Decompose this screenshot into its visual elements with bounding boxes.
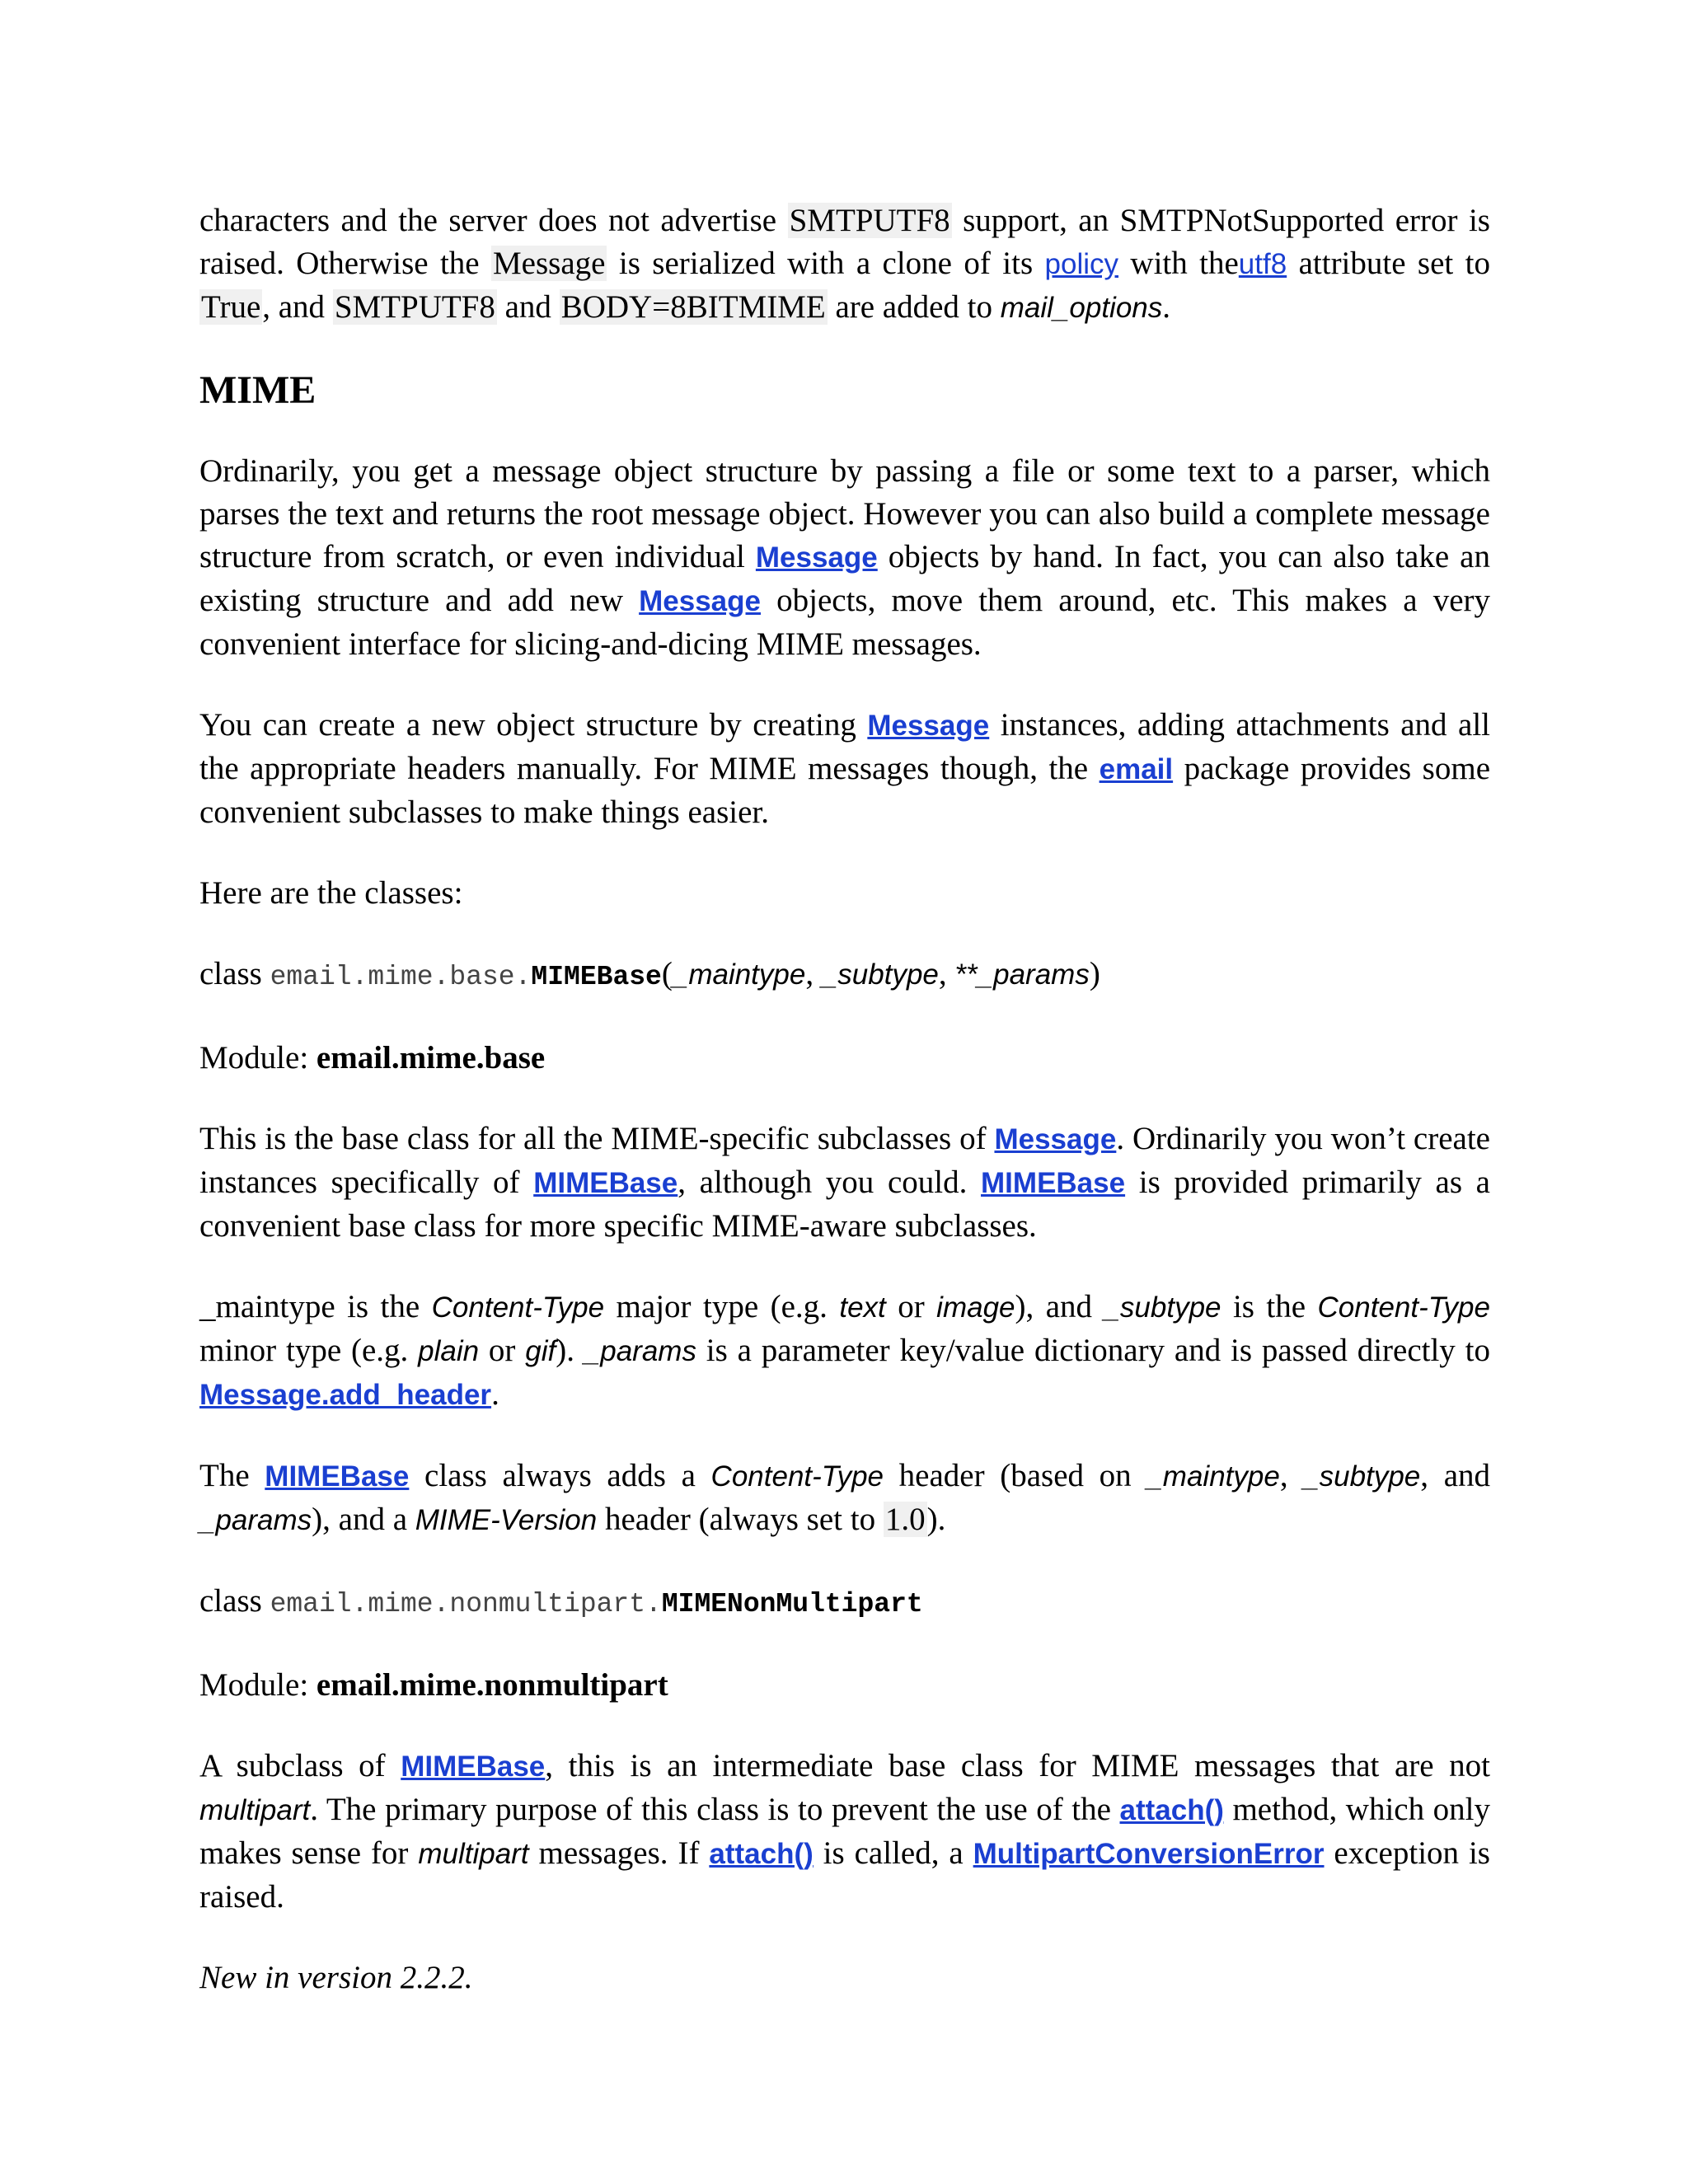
mimebase-link[interactable]: MIMEBase	[265, 1460, 410, 1493]
email-link[interactable]: email	[1099, 753, 1174, 785]
term: Content-Type	[710, 1460, 884, 1493]
text: .	[491, 1376, 499, 1412]
text: .	[1162, 289, 1171, 325]
class-signature-nonmultipart	[199, 1580, 1490, 1626]
inline-code: BODY=8BITMIME	[560, 289, 826, 325]
text: A subclass of	[199, 1748, 401, 1783]
text: is a parameter key/value dictionary and is passed directly to	[696, 1333, 1490, 1368]
term: multipart	[199, 1794, 311, 1826]
term: Content-Type	[1317, 1291, 1490, 1324]
module-line-nonmultipart	[199, 1664, 1490, 1707]
module-line-base	[199, 1037, 1490, 1080]
text: class always adds a	[409, 1458, 711, 1493]
text: _maintype is the	[199, 1289, 432, 1324]
term: _params	[584, 1335, 696, 1367]
text: major type (e.g.	[604, 1289, 840, 1324]
param: **_params	[954, 958, 1090, 991]
text: . Ordinarily you won’t create instances specifically of	[199, 1121, 1490, 1200]
text: is called, a	[813, 1835, 973, 1871]
utf8-link[interactable]: utf8	[1238, 248, 1287, 280]
term: text	[839, 1291, 886, 1324]
text: support, an SMTPNotSupported error is raised. Otherwise the	[199, 203, 1490, 281]
paren: (	[661, 956, 673, 991]
text: package provides some convenient subclasses to make things easier.	[199, 751, 1491, 830]
text: , this is an intermediate base class for MIME messages that are not	[545, 1748, 1490, 1783]
multipart-conversion-error-link[interactable]: MultipartConversionError	[973, 1838, 1325, 1870]
text: , and	[262, 289, 333, 325]
text: objects, move them around, etc. This makes a very convenient interface for slicing-and-dicing MIME messages.	[199, 583, 1491, 662]
policy-link[interactable]: policy	[1044, 248, 1119, 280]
text: header (always set to	[597, 1502, 884, 1537]
text: This is the base class for all the MIME-specific subclasses of	[199, 1121, 995, 1156]
text: attribute set to	[1287, 246, 1490, 281]
text: Ordinarily, you get a message object structure by passing a file or some text to a parser, which parses the text and returns the root message object. However you can also build a complete message structure from scratch, or even individual	[199, 453, 1490, 574]
term: image	[936, 1291, 1015, 1324]
text: , although you could.	[678, 1165, 982, 1200]
text: or	[479, 1333, 526, 1368]
class-name: MIMENonMultipart	[661, 1589, 923, 1619]
term: _params	[199, 1504, 312, 1536]
add-header-link[interactable]: Message.add_header	[199, 1379, 492, 1411]
message-link[interactable]: Message	[867, 710, 990, 742]
term: _subtype	[1104, 1291, 1221, 1324]
text: messages. If	[528, 1835, 710, 1871]
text: or	[885, 1289, 937, 1324]
text: minor type (e.g.	[199, 1333, 419, 1368]
term: _maintype	[1146, 1460, 1280, 1493]
version-note: New in version 2.2.2.	[199, 1960, 473, 1995]
inline-code: 1.0	[884, 1502, 926, 1537]
paragraph-mimebase-adds	[199, 1455, 1490, 1542]
text: header (based on	[884, 1458, 1147, 1493]
section-heading: MIME	[199, 368, 316, 412]
text: is the	[1221, 1289, 1318, 1324]
term: plain	[418, 1335, 480, 1367]
text: ,	[1279, 1458, 1304, 1493]
param: _subtype	[821, 958, 939, 991]
text: and	[496, 289, 560, 325]
text: characters and the server does not advertise	[199, 203, 788, 238]
text: with the	[1118, 246, 1239, 281]
text: exception is raised.	[199, 1835, 1490, 1915]
class-keyword: class	[199, 1583, 270, 1619]
paren: )	[1089, 956, 1100, 991]
text: . The primary purpose of this class is to prevent the use of the	[310, 1792, 1120, 1827]
mail-options-term: mail_options	[1000, 292, 1163, 324]
text: instances, adding attachments and all the appropriate headers manually. For MIME messages though, the	[199, 707, 1490, 786]
module-name: email.mime.base	[316, 1040, 546, 1076]
text: are added to	[827, 289, 1001, 325]
inline-code: Message	[493, 246, 606, 281]
paragraph-subclass	[199, 1745, 1490, 1919]
text: ).	[926, 1502, 946, 1537]
param: _maintype	[672, 958, 806, 991]
message-link[interactable]: Message	[639, 585, 761, 617]
paragraph-base-class	[199, 1118, 1490, 1248]
text: You can create a new object structure by creating	[199, 707, 868, 743]
module-label: Module:	[199, 1040, 316, 1076]
paragraph-maintype	[199, 1286, 1490, 1417]
module-name: email.mime.nonmultipart	[316, 1667, 668, 1703]
inline-code: SMTPUTF8	[789, 203, 950, 238]
module-prefix: email.mime.nonmultipart.	[270, 1589, 662, 1619]
text: The	[199, 1458, 265, 1493]
mimebase-link[interactable]: MIMEBase	[533, 1167, 678, 1199]
paragraph-ordinarily	[199, 450, 1490, 666]
text: ), and	[1015, 1289, 1104, 1324]
mimebase-link[interactable]: MIMEBase	[981, 1167, 1126, 1199]
inline-code: True	[201, 289, 261, 325]
inline-code: SMTPUTF8	[334, 289, 495, 325]
intro-paragraph	[199, 199, 1490, 330]
text: objects by hand. In fact, you can also take an existing structure and add new	[199, 539, 1490, 618]
attach-link[interactable]: attach()	[709, 1838, 814, 1870]
document-page	[199, 199, 1490, 1999]
module-prefix: email.mime.base.	[270, 962, 532, 992]
term: MIME-Version	[415, 1504, 598, 1536]
class-name: MIMEBase	[531, 962, 662, 992]
text: is provided primarily as a convenient base class for more specific MIME-aware subclasses.	[199, 1165, 1490, 1244]
module-label: Module:	[199, 1667, 316, 1703]
sep: ,	[805, 956, 822, 991]
text: ), and a	[312, 1502, 415, 1537]
message-link[interactable]: Message	[994, 1123, 1117, 1155]
mimebase-link[interactable]: MIMEBase	[401, 1750, 546, 1783]
text: , and	[1420, 1458, 1490, 1493]
text: is serialized with a clone of its	[607, 246, 1045, 281]
term: gif	[525, 1335, 556, 1367]
paragraph-classes: Here are the classes:	[199, 875, 463, 911]
sep: ,	[938, 956, 955, 991]
attach-link[interactable]: attach()	[1119, 1794, 1224, 1826]
text: method, which only makes sense for	[199, 1792, 1490, 1871]
term: Content-Type	[431, 1291, 605, 1324]
paragraph-create	[199, 704, 1490, 834]
term: _subtype	[1303, 1460, 1421, 1493]
class-signature-mimebase	[199, 953, 1490, 999]
class-keyword: class	[199, 956, 270, 991]
text: ).	[556, 1333, 584, 1368]
message-link[interactable]: Message	[755, 541, 878, 574]
term: multipart	[418, 1838, 529, 1870]
